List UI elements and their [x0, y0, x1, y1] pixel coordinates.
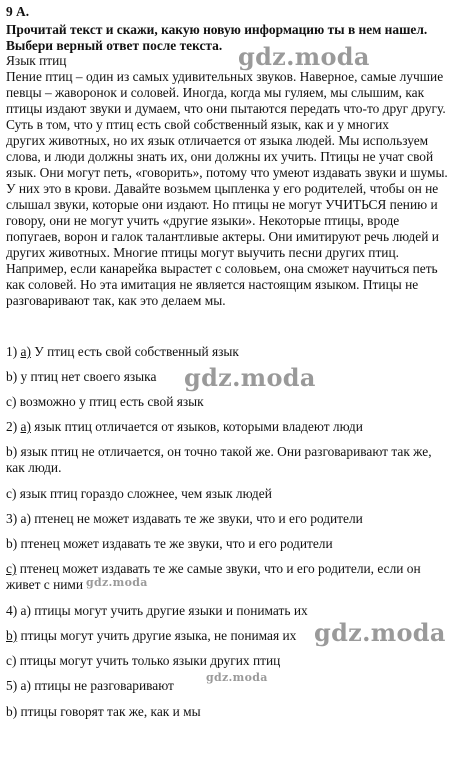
selected-mark: b): [6, 628, 18, 643]
passage-line: язык. Они могут петь, «говорить», потому что умеют издавать звуки и шумы.: [6, 165, 448, 180]
option-4c: c) птицы могут учить только языки других птиц: [6, 653, 281, 668]
passage-line: Пение птиц – один из самых удивительных звуков. Наверное, самые лучшие: [6, 69, 444, 84]
passage-line: как соловей. Но эта имитация не является настоящим языком. Птицы не: [6, 277, 419, 292]
selected-mark: a): [20, 344, 31, 359]
option-4b: [6, 628, 296, 644]
passage-line: слышал звуки, которые они издают. Но птицы не могут УЧИТЬСЯ пению и: [6, 197, 438, 212]
option-text: птенец может издавать те же самые звуки, что и его родители, если он: [16, 561, 421, 576]
instruction-line-2: Выбери верный ответ после текста.: [6, 38, 223, 53]
passage-line: слова, и люди должны знать их, они должны их учить. Птицы не учат свой: [6, 149, 434, 164]
instruction-line-1: Прочитай текст и скажи, какую новую информацию ты в нем нашел.: [6, 22, 428, 37]
passage-line: других животных, но их язык отличается от языка людей. Мы используем: [6, 133, 429, 148]
option-2b-line-2: как люди.: [6, 460, 62, 475]
passage-line: разговаривают так, как это делаем мы.: [6, 293, 226, 308]
option-3c-line-1: [6, 561, 421, 577]
passage-line: попугаев, ворон и галок талантливые актеры. Они имитируют речь людей и: [6, 229, 439, 244]
option-1a: [6, 344, 239, 360]
option-number: 1): [6, 344, 18, 359]
option-3a: 3) а) птенец не может издавать те же звуки, что и его родители: [6, 511, 363, 526]
passage-line: У них это в крови. Давайте возьмем цыпленка у его родителей, чтобы он не: [6, 181, 439, 196]
watermark: gdz.moda: [238, 42, 370, 71]
watermark: gdz.moda: [184, 363, 316, 392]
passage-title: Язык птиц: [6, 53, 67, 68]
passage-line: певцы – жаворонок и соловей. Иногда, когда мы гуляем, мы слышим, как: [6, 85, 425, 100]
option-2c: c) язык птиц гораздо сложнее, чем язык людей: [6, 486, 272, 501]
selected-mark: c): [6, 561, 17, 576]
watermark: gdz.moda: [206, 671, 268, 684]
passage-line: Например, если канарейка вырастет с соловьем, она сможет научиться петь: [6, 261, 438, 276]
option-number: 2): [6, 419, 18, 434]
watermark: gdz.moda: [314, 618, 446, 647]
selected-mark: a): [20, 419, 31, 434]
option-1c: c) возможно у птиц есть свой язык: [6, 394, 204, 409]
passage-line: других животных. Многие птицы могут выучить песни других птиц.: [6, 245, 399, 260]
option-1b: b) у птиц нет своего языка: [6, 369, 157, 384]
option-text: У птиц есть свой собственный язык: [30, 344, 239, 359]
exercise-number: 9 А.: [6, 4, 30, 19]
watermark: gdz.moda: [86, 576, 148, 589]
passage-line: Суть в том, что у птиц есть свой собственный язык, как и у многих: [6, 117, 389, 132]
passage-line: птицы издают звуки и думаем, что они пытаются передать что-то друг другу.: [6, 101, 446, 116]
option-3b: b) птенец может издавать те же звуки, что и его родители: [6, 536, 333, 551]
option-text: язык птиц отличается от языков, которыми владеют люди: [30, 419, 363, 434]
passage-line: говору, они не могут учить «другие языки». Некоторые птицы, вроде: [6, 213, 400, 228]
option-5b: b) птицы говорят так же, как и мы: [6, 704, 201, 719]
option-4a: 4) а) птицы могут учить другие языки и понимать их: [6, 603, 308, 618]
option-2a: [6, 419, 363, 435]
option-5a: 5) а) птицы не разговаривают: [6, 678, 174, 693]
option-2b-line-1: b) язык птиц не отличается, он точно такой же. Они разговаривают так же,: [6, 444, 432, 459]
option-3c-line-2: живет с ними: [6, 577, 84, 592]
option-text: птицы могут учить другие языка, не понимая их: [17, 628, 297, 643]
